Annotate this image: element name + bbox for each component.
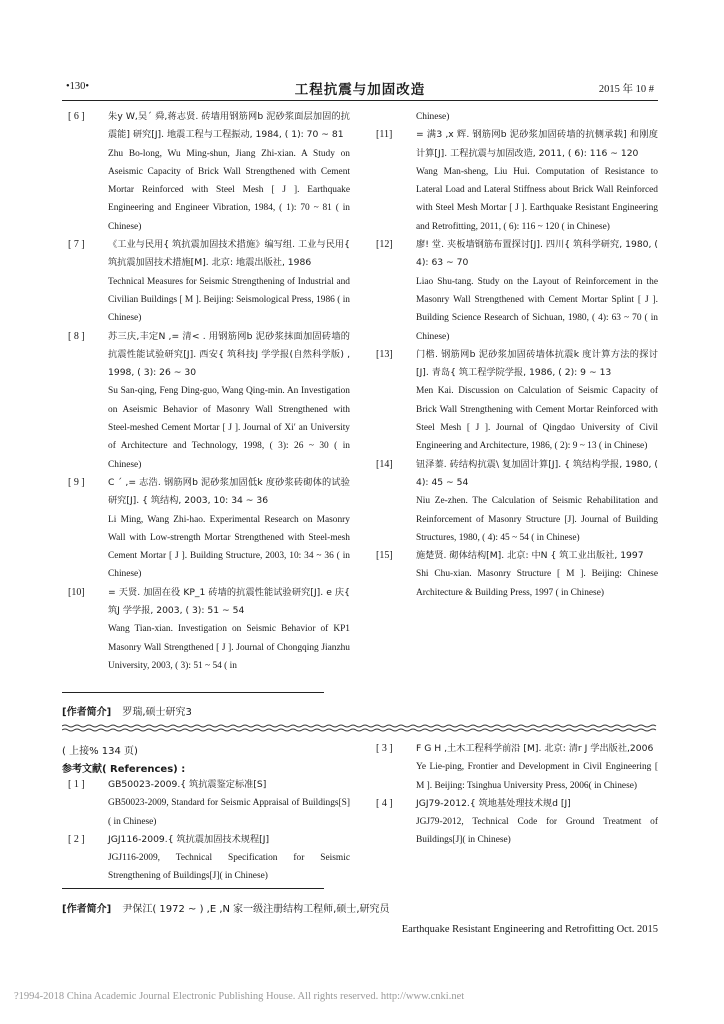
continued-from: ( 上接% 134 页) xyxy=(62,746,138,757)
reference-english: Liao Shu-tang. Study on the Layout of Reinforcement in the Masonry Wall Strengthened with Cement Mortar Splint [ J ]. Building Science Research of Sichuan, 1980, ( 4): 63 ~ 70 ( in Chinese) xyxy=(416,276,658,342)
reference-item xyxy=(370,236,658,346)
reference-english: Li Ming, Wang Zhi-hao. Experimental Research on Masonry Wall with Low-strength Mortar Strengthened with Steel-mesh Cement Mortar [ J ]. Building Structure, 2003, 10: 34 ~ 36 ( in Chinese) xyxy=(108,514,350,580)
reference-number: [ 7 ] xyxy=(68,239,85,251)
reference-item xyxy=(370,126,658,236)
reference-english: JGJ116-2009, Technical Specification for Seismic Strengthening of Buildings[J]( in Chinese) xyxy=(108,853,350,882)
reference-item xyxy=(370,108,658,126)
reference-chinese: 苏三庆,丰定N ,= 清< . 用钢筋网b 泥砂浆抹面加固砖墙的抗震性能试验研究[J]. 西安{ 筑科技J 学学报(自然科学版) , 1998, ( 3): 26 ~ 30 xyxy=(108,330,350,379)
reference-number: [12] xyxy=(376,239,393,251)
header-rule xyxy=(62,100,658,101)
reference-english: Shi Chu-xian. Masonry Structure [ M ]. Beijing: Chinese Architecture & Building Press, 1997 ( in Chinese) xyxy=(416,569,658,598)
reference-english: GB50023-2009, Standard for Seismic Appraisal of Buildings[S]( in Chinese) xyxy=(108,798,350,827)
reference-english: Men Kai. Discussion on Calculation of Seismic Capacity of Brick Wall Strengthening with Cement Mortar Reinforced with Steel Mesh [ J ]. Journal of Qingdao University of Civil Engineering and Architecture, 1986, ( 2): 9 ~ 13 ( in Chinese) xyxy=(416,386,658,452)
reference-chinese: GB50023-2009.{ 筑抗震鉴定标准[S] xyxy=(108,779,267,790)
references-top-right xyxy=(370,108,658,602)
reference-chinese: JGJ79-2012.{ 筑地基处理技术规d [J] xyxy=(416,797,571,809)
reference-item xyxy=(62,236,350,327)
reference-number: [ 2 ] xyxy=(68,833,85,845)
reference-item xyxy=(370,740,658,795)
reference-number: [ 6 ] xyxy=(68,111,85,122)
page-header xyxy=(62,78,658,100)
reference-chinese: JGJ116-2009.{ 筑抗震加固技术规程[J] xyxy=(108,833,270,845)
reference-item xyxy=(370,456,658,547)
reference-item xyxy=(370,346,658,456)
author-separator xyxy=(62,692,324,693)
author-intro-label: [作者简介] xyxy=(62,904,112,915)
reference-item xyxy=(62,776,350,831)
page-number: •130• xyxy=(66,81,90,92)
reference-chinese: 廖! 堂. 夹板墙钢筋布置探讨[J]. 四川{ 筑科学研究, 1980, ( 4): 63 ~ 70 xyxy=(416,239,658,269)
reference-english: Su San-qing, Feng Ding-guo, Wang Qing-min. An Investigation on Aseismic Behavior of Masonry Wall Strengthened with Steel-meshed Cement Mortar [ J ]. Journal of Xi′ an University of Architecture and Technology, 1998, ( 3): 26 ~ 30 ( in Chinese) xyxy=(108,386,350,470)
reference-number: [14] xyxy=(376,458,393,470)
author-intro-text: 尹保江( 1972 ~ ) ,E ,N 家一级注册结构工程师,硕士,研究员 xyxy=(122,904,390,915)
reference-english: Ye Lie-ping, Frontier and Development in Civil Engineering [ M ]. Beijing: Tsinghua University Press, 2006( in Chinese) xyxy=(416,762,658,791)
reference-english: Technical Measures for Seismic Strengthening of Industrial and Civilian Buildings [ M ]. Beijing: Seismological Press, 1986 ( in Chinese) xyxy=(108,276,350,324)
reference-chinese: 《工业与民用{ 筑抗震加固技术措施》编写组. 工业与民用{ 筑抗震加固技术措施[M]. 北京: 地震出版社, 1986 xyxy=(108,239,350,269)
reference-item xyxy=(62,831,350,886)
reference-number: [15] xyxy=(376,550,393,562)
author-intro-text: 罗瑞,硕士研究3 xyxy=(122,707,192,718)
reference-item xyxy=(370,795,658,850)
reference-number: [ 9 ] xyxy=(68,476,85,488)
author-separator xyxy=(62,888,324,889)
reference-english: Zhu Bo-long, Wu Ming-shun, Jiang Zhi-xian. A Study on Aseismic Capacity of Brick Wall Strengthened with Cement Mortar Reinforced with Steel Mesh [ J ]. Earthquake Engineering and Engineer Vibration, 1984, ( 1): 70 ~ 81 ( in Chinese) xyxy=(108,148,350,232)
reference-english: Wang Tian-xian. Investigation on Seismic Behavior of KP1 Masonry Wall Strengthened [ J ]. Journal of Chongqing Jianzhu University, 2003, ( 3): 51 ~ 54 ( in xyxy=(108,624,350,671)
reference-english: JGJ79-2012, Technical Code for Ground Treatment of Buildings[J]( in Chinese) xyxy=(416,817,658,846)
reference-number: [ 4 ] xyxy=(376,797,393,809)
reference-number: [ 3 ] xyxy=(376,743,393,754)
reference-number: [ 8 ] xyxy=(68,330,85,342)
section-divider xyxy=(62,724,658,732)
references-heading: 参考文献( References) : xyxy=(62,764,186,775)
reference-chinese: 施楚贤. 砌体结构[M]. 北京: 中N { 筑工业出版社, 1997 xyxy=(416,550,644,562)
running-footer: Earthquake Resistant Engineering and Retrofitting Oct. 2015 xyxy=(401,924,658,935)
references-top-left xyxy=(62,108,350,675)
reference-item xyxy=(62,328,350,474)
reference-item xyxy=(62,474,350,584)
references-bottom-left xyxy=(62,776,350,886)
reference-english: Wang Man-sheng, Liu Hui. Computation of Resistance to Lateral Load and Lateral Stiffness about Brick Wall Reinforced with Steel Mesh Mortar [ J ]. Earthquake Resistant Engineering and Retrofitting, 2011, ( 6): 116 ~ 120 ( in Chinese) xyxy=(416,166,658,232)
copyright-notice: ?1994-2018 China Academic Journal Electronic Publishing House. All rights reserved. http://www.cnki.net xyxy=(14,991,465,1002)
reference-item xyxy=(370,547,658,602)
reference-chinese: F G H ,土木工程科学前沿 [M]. 北京: 清r J 学出版社,2006 xyxy=(416,743,654,754)
author-intro xyxy=(62,703,192,718)
reference-item xyxy=(62,108,350,236)
author-intro-label: [作者简介] xyxy=(62,707,112,718)
references-bottom-right xyxy=(370,740,658,850)
reference-english: Chinese) xyxy=(416,112,450,122)
reference-chinese: 钮泽蓁. 砖结构抗震\ 复加固计算[J]. { 筑结构学报, 1980, ( 4): 45 ~ 54 xyxy=(416,458,658,488)
reference-number: [11] xyxy=(376,129,393,141)
reference-number: [ 1 ] xyxy=(68,779,85,790)
reference-number: [10] xyxy=(68,586,85,598)
issue-date: 2015 年 10 # xyxy=(598,84,654,95)
reference-item xyxy=(62,584,350,675)
reference-chinese: C ˊ ,= 志浩. 钢筋网b 泥砂浆加固低k 度砂浆砖砌体的试验研究[J]. { 筑结构, 2003, 10: 34 ~ 36 xyxy=(108,476,350,507)
reference-chinese: = 天贤. 加固在役 KP_1 砖墙的抗震性能试验研究[J]. e 庆{ 筑J 学学报, 2003, ( 3): 51 ~ 54 xyxy=(108,586,350,617)
author-intro xyxy=(62,900,390,915)
reference-english: Niu Ze-zhen. The Calculation of Seismic Rehabilitation and Reinforcement of Masonry Structure [J]. Journal of Building Structures, 1980, ( 4): 45 ~ 54 ( in Chinese) xyxy=(416,496,658,543)
reference-chinese: 朱y W,吴ˊ 舜,蒋志贤. 砖墙用钢筋网b 泥砂浆面层加固的抗震能] 研究[J]. 地震工程与工程振动, 1984, ( 1): 70 ~ 81 xyxy=(108,111,350,141)
reference-number: [13] xyxy=(376,348,393,360)
reference-chinese: 门楷. 钢筋网b 泥砂浆加固砖墙体抗震k 度计算方法的探讨[J]. 青岛{ 筑工程学院学报, 1986, ( 2): 9 ~ 13 xyxy=(416,348,658,379)
journal-title: 工程抗震与加固改造 xyxy=(294,82,426,98)
reference-chinese: = 满3 ,x 辉. 钢筋网b 泥砂浆加固砖墙的抗侧承载] 和刚度计算[J]. 工程抗震与加固改造, 2011, ( 6): 116 ~ 120 xyxy=(416,129,658,159)
